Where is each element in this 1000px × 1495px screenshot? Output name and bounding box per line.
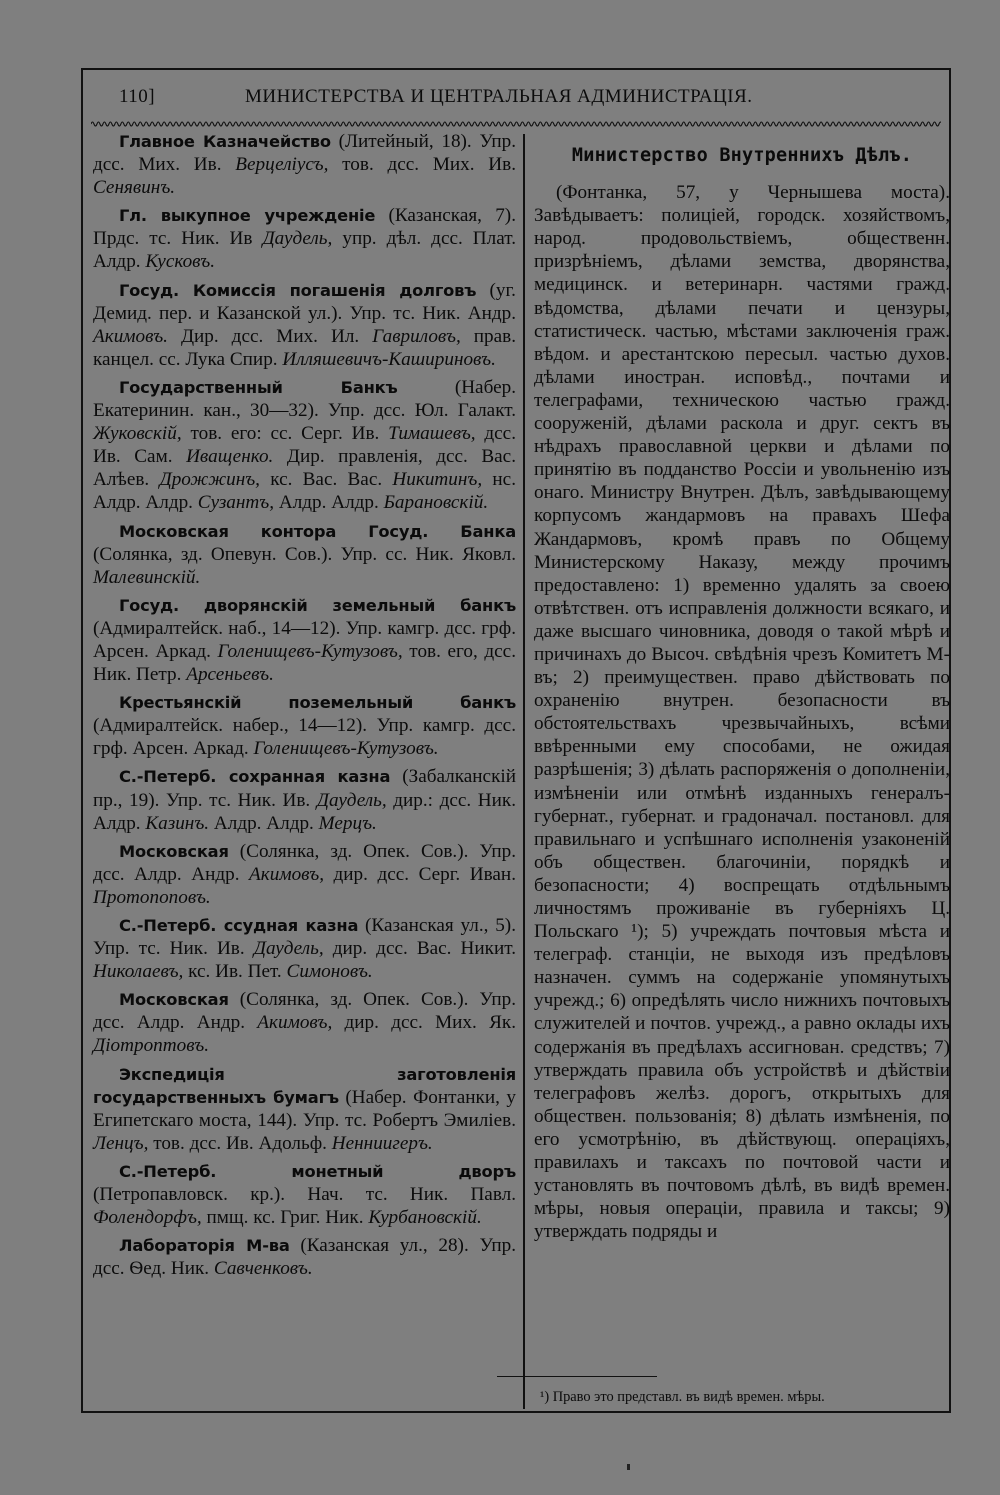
entry-name: Даудель,	[253, 938, 324, 960]
entry-text: (уг. Демид. пер. и Казанской ул.). Упр. тс. Ник. Андр.	[93, 279, 516, 324]
directory-entry	[93, 204, 516, 273]
entry-text: (Солянка, зд. Опек. Сов.). Упр. дсс. Алдр. Андр.	[93, 840, 516, 885]
entry-text: тов. дсс. Ив. Адольф.	[148, 1132, 332, 1154]
entry-name: Акимовъ,	[249, 863, 324, 885]
entry-name: Акимовъ.	[93, 325, 168, 347]
entry-text: (Солянка, зд. Опевун. Сов.). Упр. сс. Ник. Яковл.	[93, 543, 516, 565]
entry-heading: С.-Петерб. сохранная казна	[119, 767, 391, 787]
entry-name: Протопоповъ.	[93, 886, 211, 908]
entry-text: (Казанская ул., 28). Упр. дсс. Ѳед. Ник.	[93, 1235, 516, 1280]
entry-text: (Адмиралтейск. набер., 14—12). Упр. камгр. дсс. грф. Арсен. Аркад.	[93, 715, 516, 760]
footnote: ¹) Право это представл. въ видѣ времен. мѣры.	[540, 1389, 825, 1405]
entry-text: Алдр. Алдр.	[209, 812, 319, 834]
entry-text: (Адмиралтейск. наб., 14—12). Упр. камгр. дсс. грф. Арсен. Аркад.	[93, 617, 516, 662]
entry-name: Сузантъ,	[197, 492, 275, 514]
entry-name: Голенищевъ-Кутузовъ.	[253, 738, 439, 760]
entry-text: дсс. Ив. Сам.	[93, 423, 516, 468]
entry-text: (Петропавловск. кр.). Нач. тс. Ник. Павл.	[93, 1184, 516, 1206]
left-column	[93, 130, 516, 1285]
entry-name: Акимовъ,	[257, 1012, 333, 1034]
entry-text: Алдр. Алдр.	[274, 492, 384, 514]
entry-text: дир. дсс. Вас. Никит.	[323, 938, 516, 960]
running-title: МИНИСТЕРСТВА И ЦЕНТРАЛЬНАЯ АДМИНИСТРАЦІЯ.	[245, 86, 753, 107]
entry-name: Верцелiусъ,	[235, 154, 329, 176]
entry-heading: С.-Петерб. ссудная казна	[119, 916, 359, 935]
entry-text: упр. дѣл. дсс. Плат. Алдр.	[93, 228, 516, 273]
entry-text: тов. его, дсс. Ник. Петр.	[93, 640, 516, 686]
entry-name: Мерцъ.	[318, 812, 377, 834]
entry-text: нс. Алдр. Алдр.	[93, 469, 516, 514]
entry-name: Даудель,	[262, 228, 333, 250]
entry-name: Тимашевъ,	[388, 423, 476, 445]
entry-text: кс. Вас. Вас.	[259, 469, 393, 491]
footnote-rule	[497, 1376, 657, 1377]
entry-name: Курбановскій.	[368, 1207, 482, 1229]
directory-entry	[93, 130, 516, 199]
entry-text: (Набер. Екатеринин. кан., 30—32). Упр. дсс. Юл. Галакт.	[93, 376, 516, 422]
entry-heading: Московская	[119, 990, 229, 1010]
running-header	[83, 84, 949, 114]
directory-entry	[93, 988, 516, 1057]
entry-text: тов. дсс. Мих. Ив.	[328, 154, 517, 176]
entry-heading: Экспедиція заготовленія государственныхъ бумагъ	[93, 1064, 516, 1107]
entry-name: Никитинъ,	[392, 469, 483, 491]
entry-heading: Лабораторія М-ва	[119, 1236, 290, 1256]
entry-name: Николаевъ,	[93, 961, 184, 983]
entry-name: Голенищевъ-Кутузовъ,	[217, 640, 403, 662]
directory-entry	[93, 840, 516, 909]
section-title: Министерство Внутреннихъ Дѣлъ.	[571, 145, 913, 166]
entry-heading: Госуд. Комиссія погашенія долговъ	[119, 280, 477, 300]
entry-name: Арсеньевъ.	[186, 664, 274, 686]
entry-heading: С.-Петерб. монетный дворъ	[119, 1161, 516, 1181]
entry-text: дир. дсс. Мих. Як.	[332, 1012, 516, 1034]
entry-name: Малевинскій.	[93, 566, 201, 588]
entry-heading: Госуд. дворянскій земельный банкъ	[119, 595, 516, 615]
entry-name: Сенявинъ.	[93, 177, 176, 199]
entry-text: прав. канцел. сс. Лука Спир.	[93, 325, 516, 370]
entry-text: дир.: дсс. Ник. Алдр.	[93, 789, 516, 834]
entry-name: Илляшевичъ-Кашириновъ.	[282, 348, 496, 370]
entry-name: Иващенко.	[186, 446, 274, 468]
entry-text: Дир. правленія, дсс. Вас. Алѣев.	[93, 446, 516, 491]
entry-text: (Казанская ул., 5). Упр. тс. Ник. Ив.	[93, 915, 516, 960]
directory-entry	[93, 1063, 516, 1155]
entry-name: Діотроптовъ.	[93, 1035, 210, 1057]
directory-entry	[93, 520, 516, 589]
column-divider	[523, 134, 525, 1409]
entry-name: Казинъ.	[145, 812, 210, 834]
directory-entry	[93, 376, 516, 515]
right-column	[534, 144, 950, 1243]
entry-name: Жуковскій,	[93, 423, 182, 445]
ornamental-rule	[91, 120, 941, 128]
entry-name: Фолендорфъ,	[93, 1207, 202, 1229]
entry-heading: Гл. выкупное учрежденіе	[119, 206, 376, 226]
entry-name: Гавриловъ,	[372, 325, 461, 347]
directory-entry	[93, 594, 516, 686]
entry-name: Кусковъ.	[145, 251, 216, 273]
directory-entry	[93, 914, 516, 983]
entry-text: (Забалканскій пр., 19). Упр. тс. Ник. Ив.	[93, 766, 516, 811]
directory-entry	[93, 765, 516, 834]
entry-heading: Московская контора Госуд. Банка	[119, 521, 516, 541]
directory-entry	[93, 279, 516, 371]
directory-entry	[93, 1160, 516, 1229]
entry-heading: Главное Казначейство	[119, 132, 331, 151]
page-frame	[81, 68, 951, 1413]
entry-heading: Государственный Банкъ	[119, 377, 398, 397]
entry-name: Барановскій.	[383, 492, 489, 514]
section-body: (Фонтанка, 57, у Чернышева моста). Завѣдываетъ: полиціей, городск. хозяйствомъ, народ. продовольствіемъ, общественн. призрѣніемъ, дѣлами земства, дворянства, медицинск. и ветеринарн. частями гражд. вѣдомства, дѣлами печати и цензуры, статистическ. частью, мѣстами заключенія граж. вѣдом. и арестантскою пересыл. частью духов. дѣлами иностран. исповѣд., почтами и телеграфами, техническою частью гражд. сооруженій, дѣлами раскола и друг. сектъ въ нѣдрахъ православной церкви и дѣлами по принятію въ подданство Россіи и увольненію изъ онаго. Министру Внутрен. Дѣлъ, завѣдывающему корпусомъ жандармовъ на правахъ Шефа Жандармовъ, кромѣ правъ по Общему Министерскому Наказу, между прочимъ предоставлено: 1) временно удалять за своею отвѣтствен. отъ исправленія должности всякаго, и даже высшаго чиновника, доводя о такой мѣрѣ и причинахъ до Высоч. свѣдѣнія чрезъ Комитетъ М-въ; 2) преимуществен. право дѣйствовать по охраненію внутрен. безопасности въ обстоятельствахъ чрезвычайныхъ, всѣми ввѣренными ему способами, не ожидая разрѣшенія; 3) дѣлать распоряженія о дополненіи, измѣненіи или отмѣнѣ изданныхъ генералъ-губернат., губернат. и градоначал. постановл. для правильнаго и успѣшнаго исполненія узаконеній объ обществен. благочиніи, порядкѣ и безопасности; 4) воспрещать отдѣльнымъ личностямъ проживаніе въ губерніяхъ Ц. Польскаго ¹); 5) учреждать почтовыя мѣста и телеграф. станціи, не выходя изъ предѣловъ назначен. суммъ на содержаніе упомянутыхъ учрежд.; 6) опредѣлять число нижнихъ почтовыхъ служителей и почтов. учрежд., а равно оклады ихъ содержанія въ предѣлахъ ассигнован. средствъ; 7) утверждать правила объ устройствѣ и дѣйствіи телеграфовъ желѣз. дорогъ, открытыхъ для обществен. пользованія; 8) дѣлать измѣненія, по его усмотрѣнію, въ дѣйствующ. операціяхъ, правилахъ и таксахъ по почтовой части и установлять въ почтовомъ дѣлѣ, въ видѣ времен. мѣры, новыя операціи, правила и таксы; 9) утверждать подряды и	[534, 182, 950, 1243]
directory-entry	[93, 691, 516, 760]
entry-name: Симоновъ.	[286, 961, 373, 983]
entry-heading: Крестьянскій поземельный банкъ	[119, 693, 516, 713]
entry-text: (Солянка, зд. Опек. Сов.). Упр. дсс. Алдр. Андр.	[93, 989, 516, 1034]
entry-name: Ненниигеръ.	[331, 1132, 433, 1154]
entry-heading: Московская	[119, 841, 229, 861]
page-number: 110]	[119, 86, 156, 107]
entry-name: Ленцъ,	[93, 1132, 149, 1154]
entry-name: Дрожжинъ,	[159, 469, 260, 491]
entry-text: дир. дсс. Серг. Иван.	[324, 863, 516, 885]
entry-text: кс. Ив. Пет.	[183, 961, 287, 983]
directory-entry	[93, 1234, 516, 1280]
speck	[627, 1464, 630, 1470]
entry-name: Савченковъ.	[213, 1258, 313, 1280]
entry-text: (Казанская, 7). Прдс. тс. Ник. Ив	[93, 205, 516, 250]
entry-text: пмщ. кс. Григ. Ник.	[201, 1207, 369, 1229]
entry-text: (Литейный, 18). Упр. дсс. Мих. Ив.	[93, 131, 517, 176]
entry-name: Даудель,	[316, 789, 387, 811]
entry-text: тов. его: сс. Серг. Ив.	[181, 423, 389, 445]
entry-text: (Набер. Фонтанки, у Египетскаго моста, 144). Упр. тс. Робертъ Эмиліев.	[93, 1086, 516, 1131]
entry-text: Дир. дсс. Мих. Ил.	[167, 325, 373, 347]
